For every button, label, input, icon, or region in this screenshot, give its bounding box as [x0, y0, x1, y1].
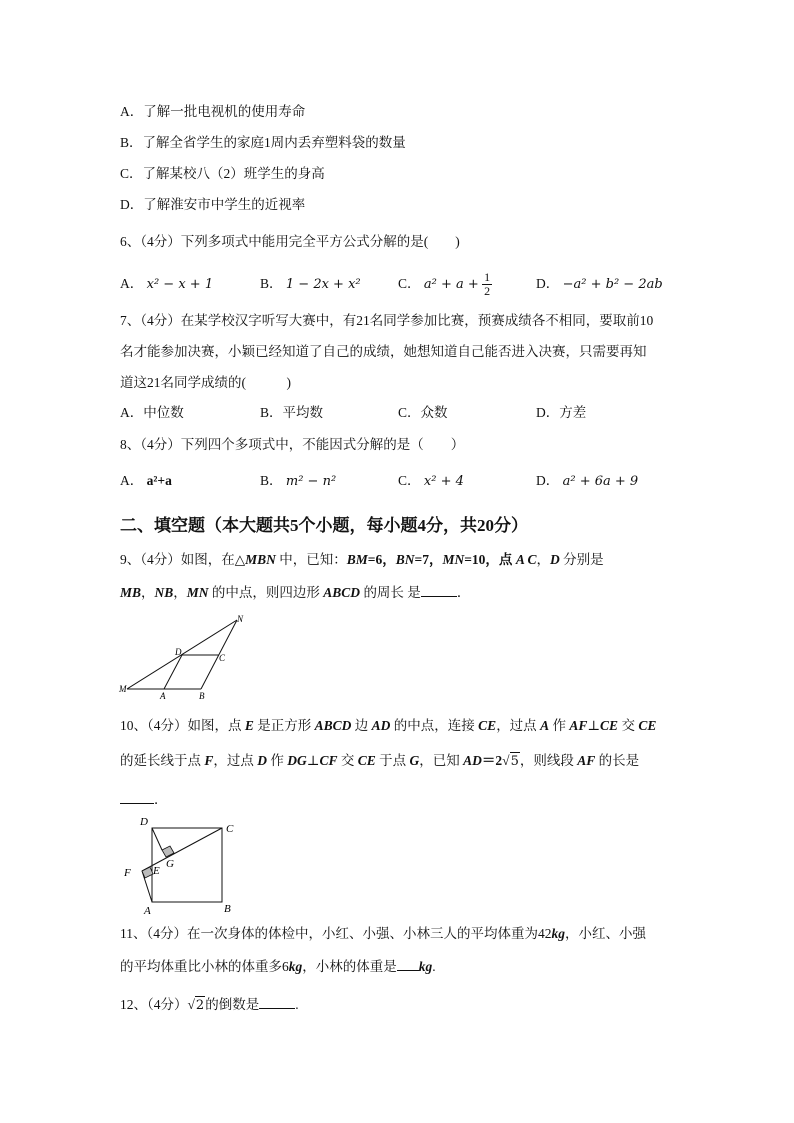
text: 的倒数是: [205, 997, 260, 1012]
text: 的中点，连接: [390, 718, 479, 733]
math-expression: −a² + b² − 2ab: [562, 277, 663, 292]
label-n: N: [237, 614, 244, 624]
value: =6，: [367, 552, 396, 567]
label-c: C: [226, 823, 234, 835]
point: G: [409, 753, 420, 768]
text: .: [295, 997, 299, 1012]
label-e: E: [153, 865, 160, 877]
q10-line-2: [120, 752, 639, 771]
label-m: M: [119, 684, 127, 694]
q5-option-d: D．了解淮安市中学生的近视率: [120, 197, 306, 212]
text: 交: [337, 753, 358, 768]
math-expression: a² + a +: [423, 277, 479, 292]
segment: AD: [463, 753, 482, 768]
q11-line-2: [120, 956, 436, 976]
q11-line-1: [120, 925, 646, 943]
segment: MN: [186, 585, 209, 600]
answer-blank[interactable]: [120, 789, 154, 804]
points: A C: [515, 552, 537, 567]
q10-square-figure: [118, 812, 248, 917]
label-a: A: [144, 905, 151, 917]
sqrt-symbol: √: [187, 997, 195, 1012]
segment: CE: [357, 753, 376, 768]
text: ，小红、小强: [565, 926, 646, 941]
text: 的平均体重比小林的体重多6: [120, 959, 289, 974]
q6-option-d: [536, 275, 663, 294]
math-expression: 1 − 2x + x²: [285, 277, 361, 292]
option-label: D．: [536, 473, 560, 488]
label-b: B: [199, 691, 205, 701]
radicand: 5: [510, 754, 519, 769]
quadrilateral: ABCD: [323, 585, 361, 600]
label-c: C: [219, 653, 226, 663]
segment-bn: BN: [395, 552, 415, 567]
option-label: C．: [398, 473, 421, 488]
math-expression: m² − n²: [285, 474, 337, 489]
perp-symbol: ⊥: [587, 718, 601, 733]
option-label: A．: [120, 473, 144, 488]
math-expression: x² + 4: [423, 474, 464, 489]
q8-stem: 8、（4分）下列四个多项式中，不能因式分解的是（ ）: [120, 437, 465, 452]
q5-option-c: C．了解某校八（2）班学生的身高: [120, 166, 325, 181]
segment: CE: [600, 718, 619, 733]
value: =7，: [414, 552, 443, 567]
text: 的周长 是: [360, 585, 421, 600]
label-d: D: [175, 647, 182, 657]
text: 12、（4分）: [120, 997, 188, 1012]
text: 是正方形: [253, 718, 315, 733]
value: =10，点: [464, 552, 516, 567]
point: F: [204, 753, 214, 768]
text: ，过点: [213, 753, 258, 768]
option-label: B．: [260, 276, 283, 291]
label-d: D: [140, 816, 148, 828]
text: ，已知: [419, 753, 464, 768]
denominator: 2: [484, 284, 491, 299]
q5-option-b: B．了解全省学生的家庭1周内丢弃塑料袋的数量: [120, 135, 406, 150]
fraction: [482, 271, 492, 298]
answer-blank[interactable]: [397, 956, 419, 971]
label-b: B: [224, 903, 231, 915]
segment: DG: [287, 753, 307, 768]
text: 作: [267, 753, 288, 768]
square-name: ABCD: [314, 718, 352, 733]
text: ，则线段: [519, 753, 578, 768]
q9-triangle-figure: [115, 612, 255, 702]
q9-line-2: [120, 582, 470, 602]
q7-line-1: 7、（4分）在某学校汉字听写大赛中，有21名同学参加比赛，预赛成绩各不相同，要取前10: [120, 313, 654, 328]
q7-option-a: A．中位数: [120, 405, 184, 420]
segment-mn: MN: [442, 552, 465, 567]
q6-stem: 6、（4分）下列多项式中能用完全平方公式分解的是( ): [120, 234, 460, 249]
segment: CE: [638, 718, 657, 733]
q6-option-c: [398, 266, 492, 303]
q6-option-b: [260, 275, 361, 294]
point: D: [257, 753, 268, 768]
point: E: [244, 718, 254, 733]
option-label: D．: [536, 276, 560, 291]
text: ．: [456, 585, 471, 600]
q7-line-3: 道这21名同学成绩的( ): [120, 375, 291, 390]
text: ，: [536, 552, 550, 567]
math-expression: x² − x + 1: [146, 277, 214, 292]
option-label: C．: [398, 276, 421, 291]
q8-option-d: [536, 472, 638, 491]
q12-line: [120, 994, 299, 1015]
segment: MB: [120, 585, 142, 600]
text: 9、（4分）如图，在△: [120, 552, 246, 567]
text: ．: [154, 792, 168, 807]
q10-line-3: [120, 789, 168, 809]
q7-option-c: C．众数: [398, 405, 448, 420]
text: .: [432, 959, 436, 974]
math-expression: a² + 6a + 9: [562, 474, 639, 489]
point-d: D: [549, 552, 560, 567]
q9-line-1: [120, 551, 604, 569]
text: 中，已知：: [275, 552, 347, 567]
point: A: [540, 718, 550, 733]
text: ，过点: [496, 718, 541, 733]
radicand: 2: [195, 998, 205, 1013]
text: 11、（4分）在一次身体的体检中，小红、小强、小林三人的平均体重为42: [120, 926, 552, 941]
numerator: 1: [484, 270, 491, 285]
unit: kg: [551, 926, 565, 941]
answer-blank[interactable]: [421, 582, 457, 597]
text: 的延长线于点: [120, 753, 205, 768]
text: 交: [618, 718, 639, 733]
text: ，: [173, 585, 187, 600]
math-expression: a²+a: [146, 473, 172, 488]
text: ，: [141, 585, 155, 600]
text: 作: [549, 718, 570, 733]
text: 边: [351, 718, 372, 733]
segment: AF: [569, 718, 588, 733]
label-g: G: [166, 858, 174, 870]
label-a: A: [160, 691, 166, 701]
option-label: A．: [120, 276, 144, 291]
q8-option-b: [260, 472, 336, 491]
segment: CE: [478, 718, 497, 733]
label-f: F: [124, 867, 131, 879]
sqrt-symbol: √: [502, 753, 510, 768]
text: 的长是: [595, 753, 640, 768]
q8-option-a: [120, 472, 172, 490]
segment: CF: [319, 753, 338, 768]
q6-option-a: [120, 275, 213, 294]
q10-line-1: [120, 717, 656, 735]
segment: AD: [371, 718, 391, 733]
option-label: B．: [260, 473, 283, 488]
q5-option-a: A．了解一批电视机的使用寿命: [120, 104, 306, 119]
triangle-name: MBN: [245, 552, 276, 567]
text: 的中点，则四边形: [208, 585, 324, 600]
text: 分别是: [559, 552, 604, 567]
segment: NB: [154, 585, 174, 600]
right-angle-mark-g: [162, 846, 174, 857]
unit: kg: [418, 959, 433, 974]
perp-symbol: ⊥: [306, 753, 320, 768]
q8-option-c: [398, 472, 464, 491]
q7-option-b: B．平均数: [260, 405, 324, 420]
segment: AF: [577, 753, 596, 768]
answer-blank[interactable]: [259, 994, 295, 1009]
text: ，小林的体重是: [302, 959, 397, 974]
q7-option-d: D．方差: [536, 405, 587, 420]
value: ＝2: [481, 753, 503, 768]
text: 于点: [375, 753, 410, 768]
q7-line-2: 名才能参加决赛，小颖已经知道了自己的成绩，她想知道自己能否进入决赛，只需要再知: [120, 344, 647, 359]
unit: kg: [288, 959, 303, 974]
segment-bm: BM: [346, 552, 368, 567]
section-title: 二、填空题（本大题共5个小题，每小题4分，共20分）: [120, 516, 528, 535]
text: 10、（4分）如图，点: [120, 718, 245, 733]
